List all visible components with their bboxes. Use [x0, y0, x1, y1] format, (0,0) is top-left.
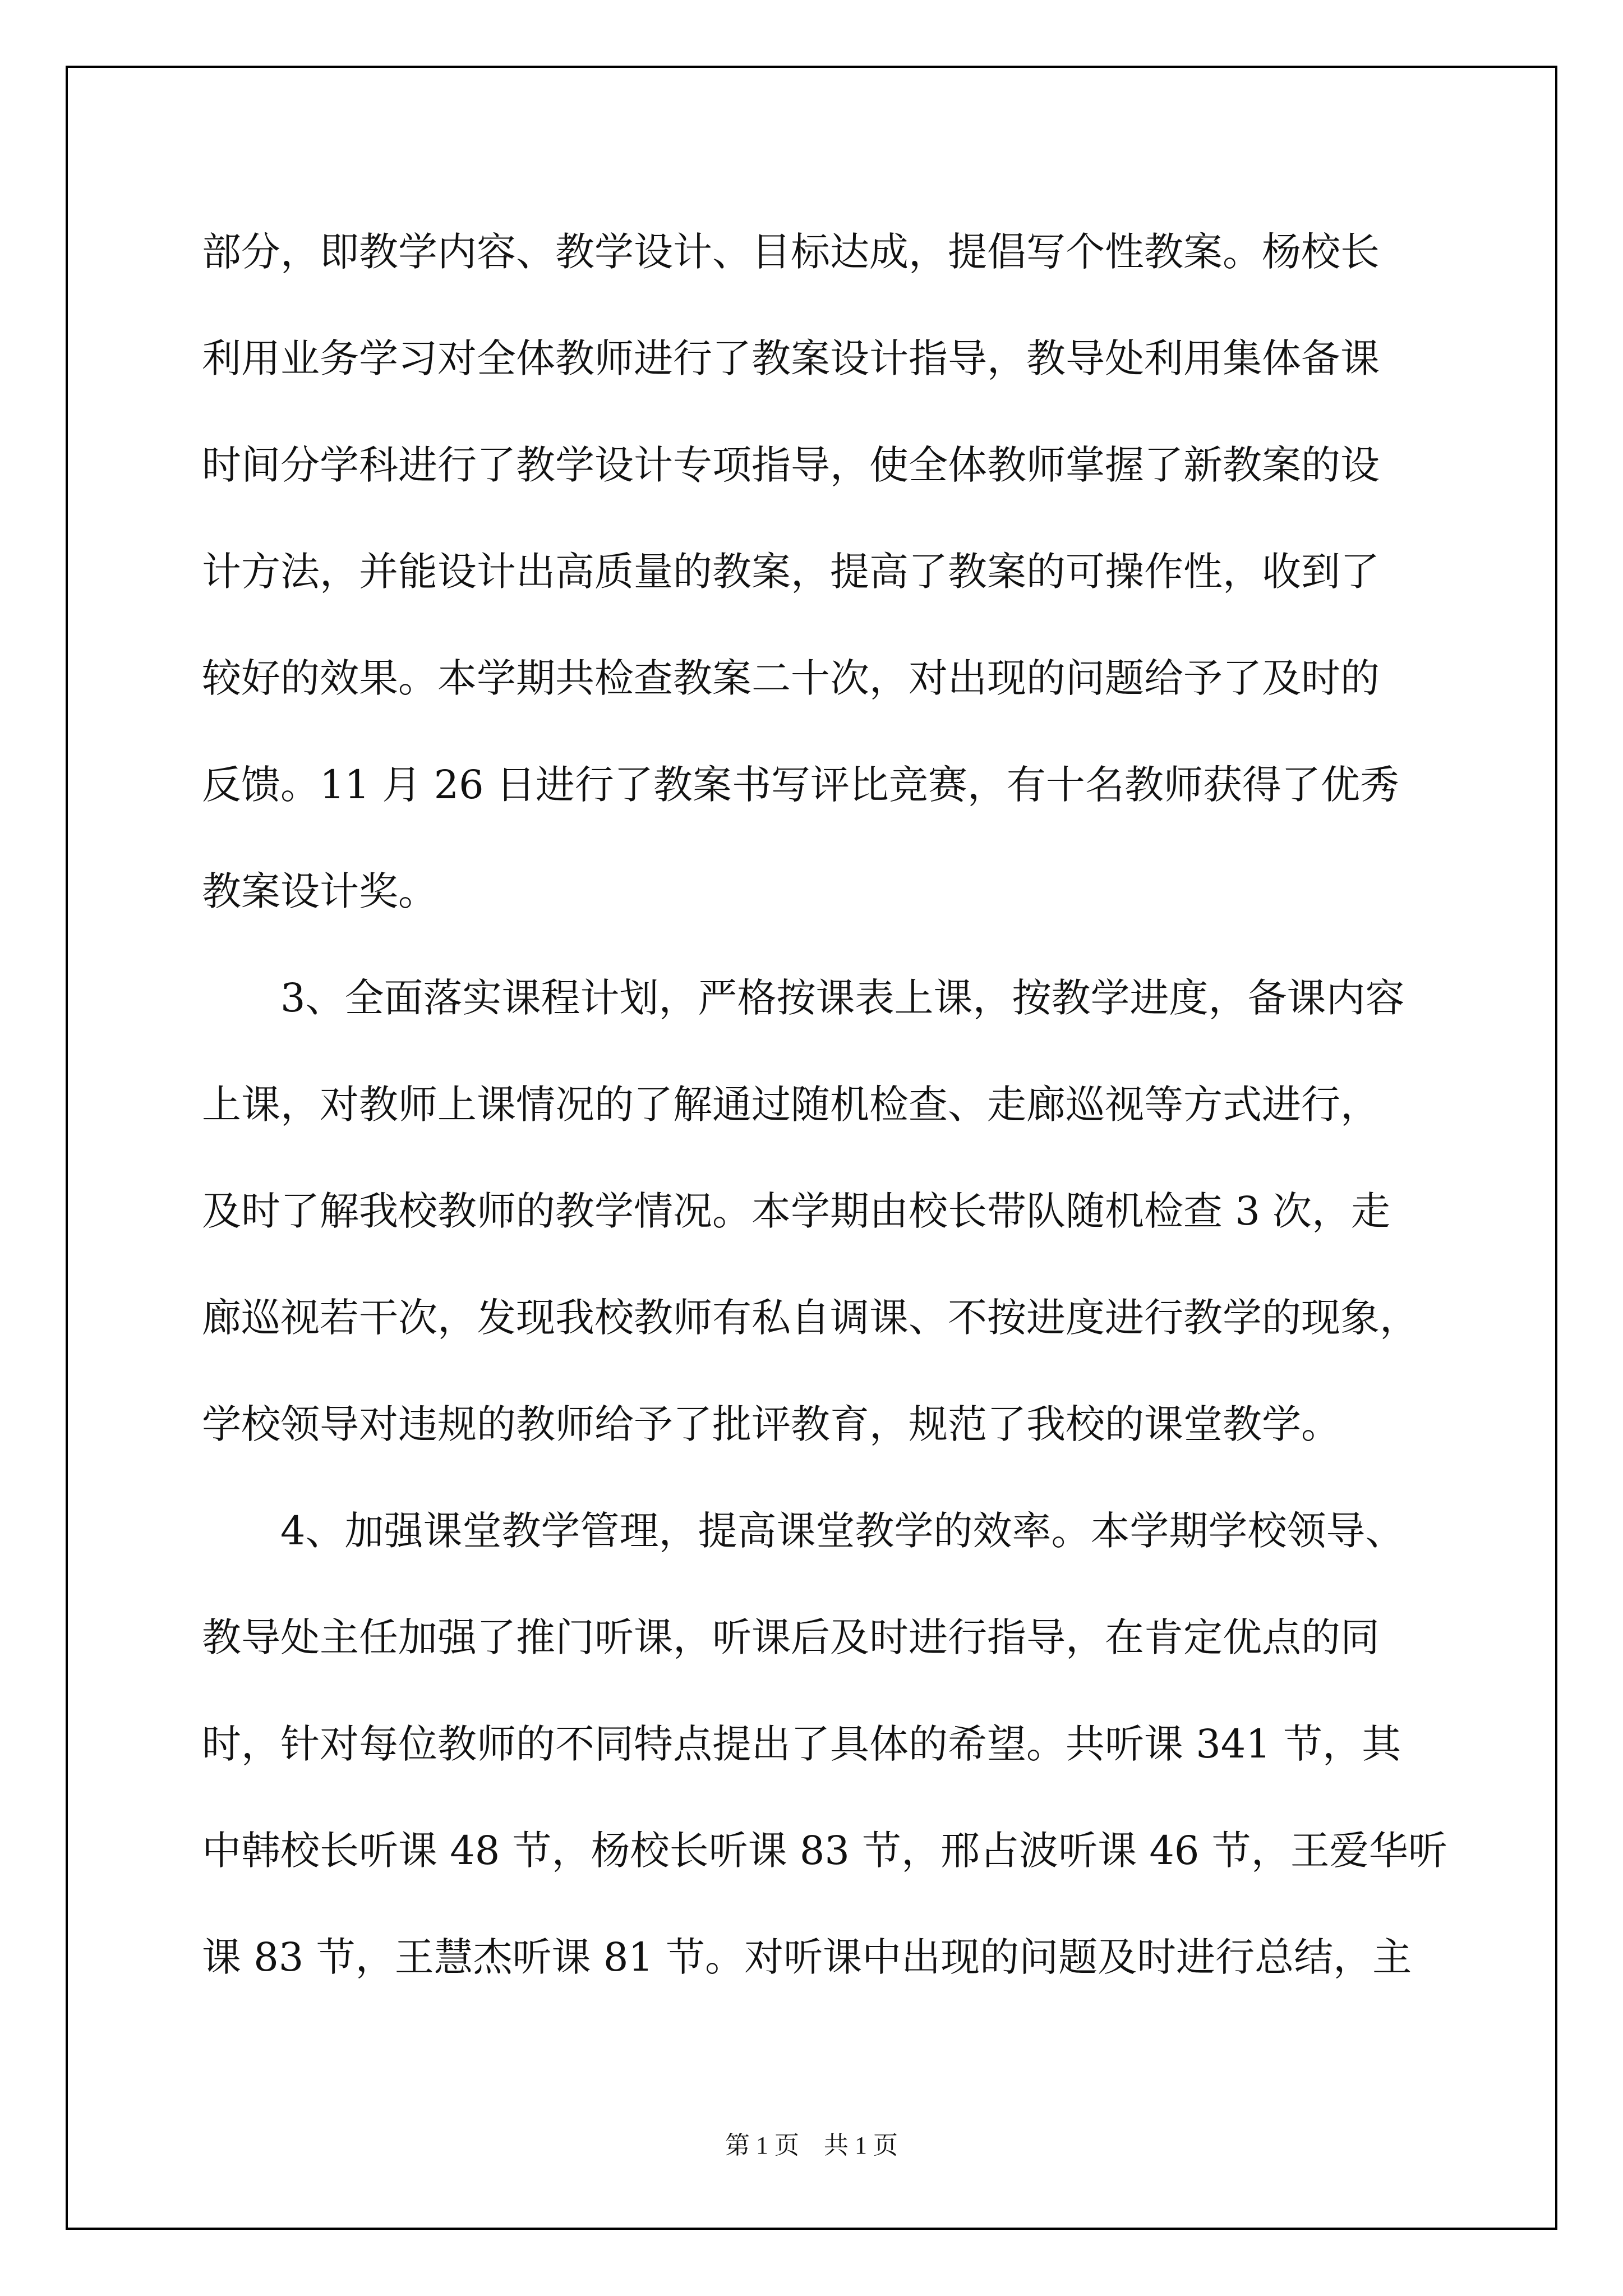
text-line: 课 83 节，王慧杰听课 81 节。对听课中出现的问题及时进行总结，主	[202, 1934, 1412, 1980]
document-body	[202, 199, 1447, 2010]
text-line: 上课，对教师上课情况的了解通过随机检查、走廊巡视等方式进行，	[202, 1082, 1380, 1128]
text-line: 及时了解我校教师的教学情况。本学期由校长带队随机检查 3 次，走	[202, 1188, 1391, 1234]
text-line: 时，针对每位教师的不同特点提出了具体的希望。共听课 341 节，其	[202, 1721, 1401, 1767]
text-line: 较好的效果。本学期共检查教案二十次，对出现的问题给予了及时的	[202, 655, 1380, 701]
text-line: 廊巡视若干次，发现我校教师有私自调课、不按进度进行教学的现象，	[202, 1295, 1419, 1341]
text-line: 反馈。11 月 26 日进行了教案书写评比竞赛，有十名教师获得了优秀	[202, 762, 1399, 808]
page-footer	[0, 2125, 1623, 2161]
page-number: 第 1 页	[725, 2132, 799, 2159]
text-line: 中韩校长听课 48 节，杨校长听课 83 节，邢占波听课 46 节，王爱华听	[202, 1828, 1447, 1874]
text-line: 学校领导对违规的教师给予了批评教育，规范了我校的课堂教学。	[202, 1401, 1340, 1447]
text-line: 教案设计奖。	[202, 868, 437, 914]
text-line: 利用业务学习对全体教师进行了教案设计指导，教导处利用集体备课	[202, 335, 1380, 381]
paragraph-start-line: 3、全面落实课程计划，严格按课表上课，按教学进度，备课内容	[280, 975, 1405, 1021]
text-line: 时间分学科进行了教学设计专项指导，使全体教师掌握了新教案的设	[202, 442, 1380, 488]
paragraph-start-line: 4、加强课堂教学管理，提高课堂教学的效率。本学期学校领导、	[280, 1508, 1405, 1554]
page-total: 共 1 页	[824, 2132, 898, 2159]
text-line: 教导处主任加强了推门听课，听课后及时进行指导，在肯定优点的同	[202, 1614, 1380, 1660]
text-line: 计方法，并能设计出高质量的教案，提高了教案的可操作性，收到了	[202, 549, 1380, 595]
text-line: 部分，即教学内容、教学设计、目标达成，提倡写个性教案。杨校长	[202, 229, 1380, 275]
